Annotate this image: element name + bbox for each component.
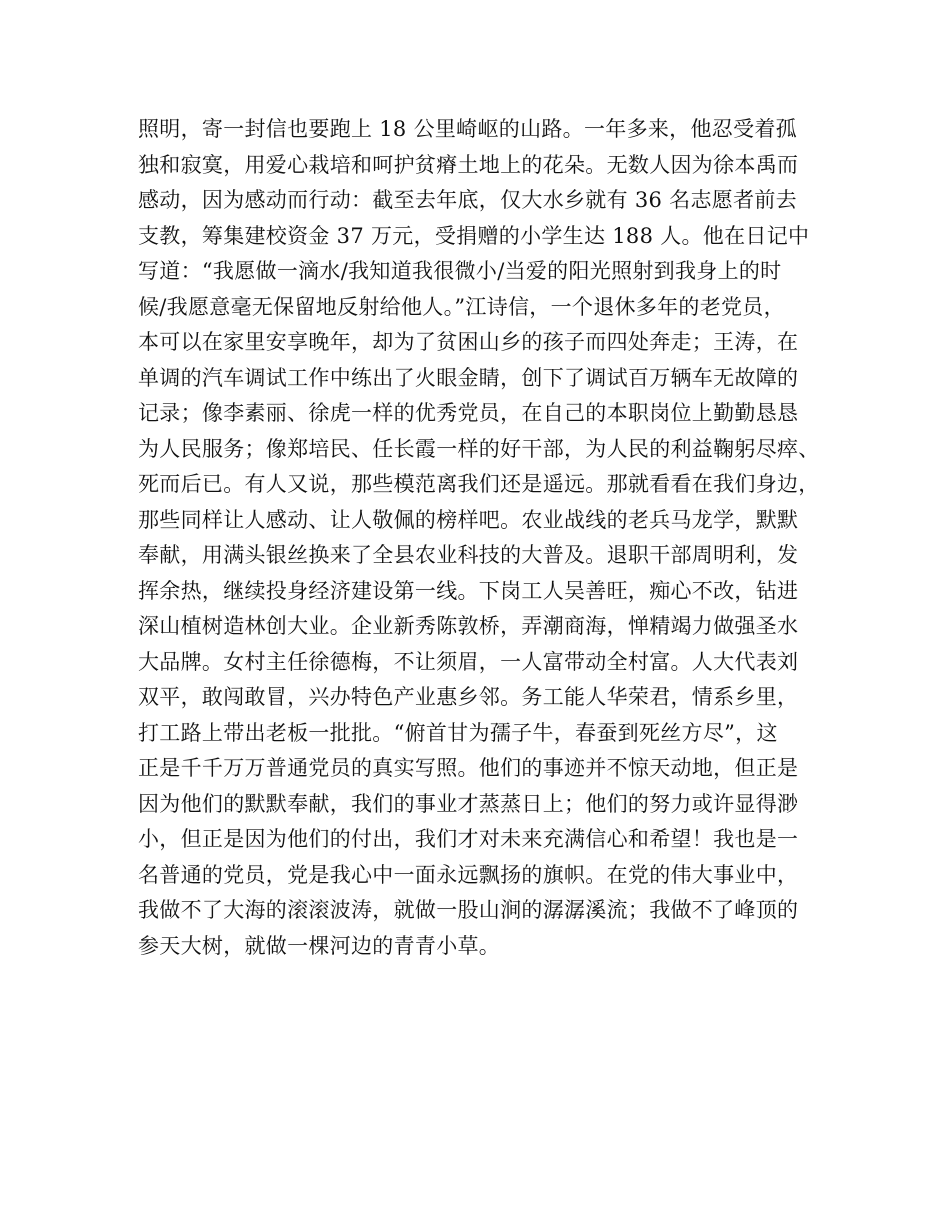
text-line: 名普通的党员，党是我心中一面永远飘扬的旗帜。在党的伟大事业中， (138, 862, 799, 887)
text-line: 因为他们的默默奉献，我们的事业才蒸蒸日上；他们的努力或许显得渺 (138, 791, 799, 816)
text-line: 死而后已。有人又说，那些模范离我们还是遥远。那就看看在我们身边， (138, 472, 820, 496)
text-line: 我做不了大海的滚滚波涛，就做一股山涧的潺潺溪流；我做不了峰顶的 (138, 898, 799, 922)
text-line: 独和寂寞，用爱心栽培和呵护贫瘠土地上的花朵。无数人因为徐本禹而 (138, 152, 799, 177)
text-line: 感动，因为感动而行动：截至去年底，仅大水乡就有 36 名志愿者前去 (138, 188, 797, 212)
text-line: 本可以在家里安享晚年，却为了贫困山乡的孩子而四处奔走；王涛，在 (138, 330, 799, 354)
text-line: 那些同样让人感动、让人敬佩的榜样吧。农业战线的老兵马龙学，默默 (138, 507, 799, 532)
text-line: 大品牌。女村主任徐德梅，不让须眉，一人富带动全村富。人大代表刘 (138, 649, 799, 674)
text-line: 为人民服务；像郑培民、任长霞一样的好干部，为人民的利益鞠躬尽瘁、 (138, 436, 820, 461)
text-line: 奉献，用满头银丝换来了全县农业科技的大普及。退职干部周明利，发 (138, 543, 799, 567)
text-line: 候/我愿意毫无保留地反射给他人。”江诗信，一个退休多年的老党员， (138, 294, 785, 319)
text-line: 照明，寄一封信也要跑上 18 公里崎岖的山路。一年多来，他忍受着孤 (138, 117, 797, 141)
text-line: 写道：“我愿做一滴水/我知道我很微小/当爱的阳光照射到我身上的时 (138, 259, 782, 283)
text-line: 深山植树造林创大业。企业新秀陈敦桥，弄潮商海，惮精竭力做强圣水 (138, 614, 799, 638)
body-paragraph (138, 112, 828, 964)
text-line: 打工路上带出老板一批批。“俯首甘为孺子牛，春蚕到死丝方尽”，这 (138, 720, 778, 745)
text-line: 正是千千万万普通党员的真实写照。他们的事迹并不惊天动地，但正是 (138, 756, 799, 780)
text-line: 挥余热，继续投身经济建设第一线。下岗工人吴善旺，痴心不改，钻进 (138, 578, 799, 603)
text-line: 双平，敢闯敢冒，兴办特色产业惠乡邻。务工能人华荣君，情系乡里， (138, 685, 799, 709)
text-line: 记录；像李素丽、徐虎一样的优秀党员，在自己的本职岗位上勤勤恳恳 (138, 401, 799, 425)
text-line: 支教，筹集建校资金 37 万元，受捐赠的小学生达 188 人。他在日记中 (138, 223, 810, 248)
text-line: 单调的汽车调试工作中练出了火眼金睛，创下了调试百万辆车无故障的 (138, 365, 799, 390)
text-line: 参天大树，就做一棵河边的青青小草。 (138, 933, 501, 958)
text-line: 小，但正是因为他们的付出，我们才对未来充满信心和希望！我也是一 (138, 827, 799, 851)
